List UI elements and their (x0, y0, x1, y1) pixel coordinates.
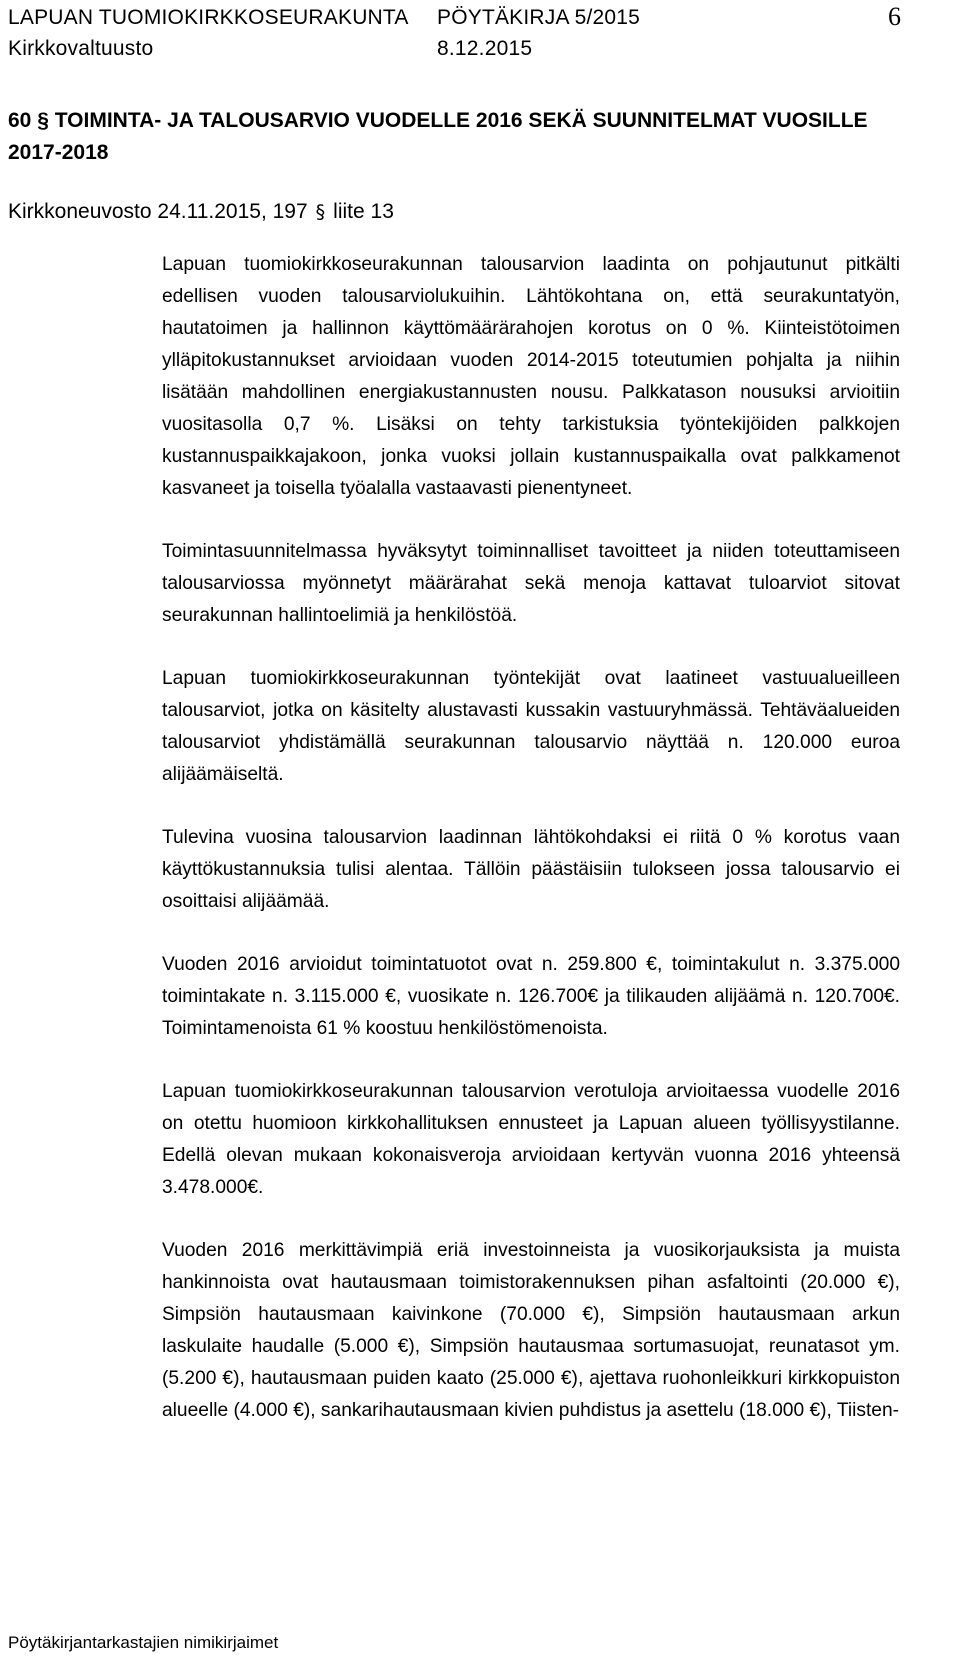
paragraph-3: Lapuan tuomiokirkkoseurakunnan työntekijät ovat laatineet vastuualueilleen talousarviot, jotka on käsitelty alustavasti kussakin vastuuryhmässä. Tehtäväalueiden talousarviot yhdistämällä seurakunnan talousarvio näyttää n. 120.000 euroa alijäämäiseltä. (162, 668, 900, 785)
header-document: PÖYTÄKIRJA 5/2015 (437, 6, 641, 29)
paragraph-2: Toimintasuunnitelmassa hyväksytyt toiminnalliset tavoitteet ja niiden toteuttamiseen talousarviossa myönnetyt määrärahat sekä menoja kattavat tuloarviot sitovat seurakunnan hallintoelimiä ja henkilöstöä. (162, 541, 900, 626)
paragraph-1: Lapuan tuomiokirkkoseurakunnan talousarvion laadinta on pohjautunut pitkälti edellisen vuoden talousarviolukuihin. Lähtökohtana on, että seurakuntatyön, hautatoimen ja hallinnon käyttömäärärahojen korotus on 0 %. Kiinteistötoimen ylläpitokustannukset arvioidaan vuoden 2014-2015 toteutumien pohjalta ja niihin lisätään mahdollinen energiakustannusten nousu. Palkkatason nousuksi arvioitiin vuositasolla 0,7 %. Lisäksi on tehty tarkistuksia työntekijöiden palkkojen kustannuspaikkajakoon, jonka vuoksi jollain kustannuspaikalla ovat palkkamenot kasvaneet ja toisella työalalla vastaavasti pienentyneet. (162, 254, 900, 499)
paragraph-6: Lapuan tuomiokirkkoseurakunnan talousarvion verotuloja arvioitaessa vuodelle 2016 on otettu huomioon kirkkohallituksen ennusteet ja Lapuan alueen työllisyystilanne. Edellä olevan mukaan kokonaisveroja arvioidaan kertyvän vuonna 2016 yhteensä 3.478.000€. (162, 1081, 900, 1198)
footer-initials-label: Pöytäkirjantarkastajien nimikirjaimet (8, 1633, 279, 1652)
reference-meeting: Kirkkoneuvosto 24.11.2015, 197 (8, 200, 308, 223)
header-organization: LAPUAN TUOMIOKIRKKOSEURAKUNTA (8, 6, 409, 29)
paragraph-5: Vuoden 2016 arvioidut toimintatuotot ovat n. 259.800 €, toimintakulut n. 3.375.000 toimintakate n. 3.115.000 €, vuosikate n. 126.700€ ja tilikauden alijäämä n. 120.700€. Toimintamenoista 61 % koostuu henkilöstömenoista. (162, 954, 900, 1039)
body-text (162, 249, 900, 1458)
header-body: Kirkkovaltuusto (8, 37, 154, 60)
section-reference (8, 200, 394, 224)
paragraph-7: Vuoden 2016 merkittävimpiä eriä investoinneista ja vuosikorjauksista ja muista hankinnoista ovat hautausmaan toimistorakennuksen pihan asfaltointi (20.000 €), Simpsiön hautausmaan kaivinkone (70.000 €), Simpsiön hautausmaan arkun laskulaite haudalle (5.000 €), Simpsiön hautausmaa sortumasuojat, reunatasot ym. (5.200 €), hautausmaan puiden kaato (25.000 €), ajettava ruohonleikkuri kirkkopuiston alueelle (4.000 €), sankarihautausmaan kivien puhdistus ja asettelu (18.000 €), Tiisten- (162, 1240, 900, 1421)
page-number: 6 (888, 2, 901, 31)
reference-attachment: liite 13 (333, 200, 394, 223)
section-sign: § (315, 201, 326, 223)
paragraph-4: Tulevina vuosina talousarvion laadinnan lähtökohdaksi ei riitä 0 % korotus vaan käyttökustannuksia tulisi alentaa. Tällöin päästäisiin tulokseen jossa talousarvio ei osoittaisi alijäämää. (162, 827, 900, 912)
header-date: 8.12.2015 (437, 37, 533, 60)
section-title: 60 § TOIMINTA- JA TALOUSARVIO VUODELLE 2016 SEKÄ SUUNNITELMAT VUOSILLE 2017-2018 (8, 109, 868, 164)
